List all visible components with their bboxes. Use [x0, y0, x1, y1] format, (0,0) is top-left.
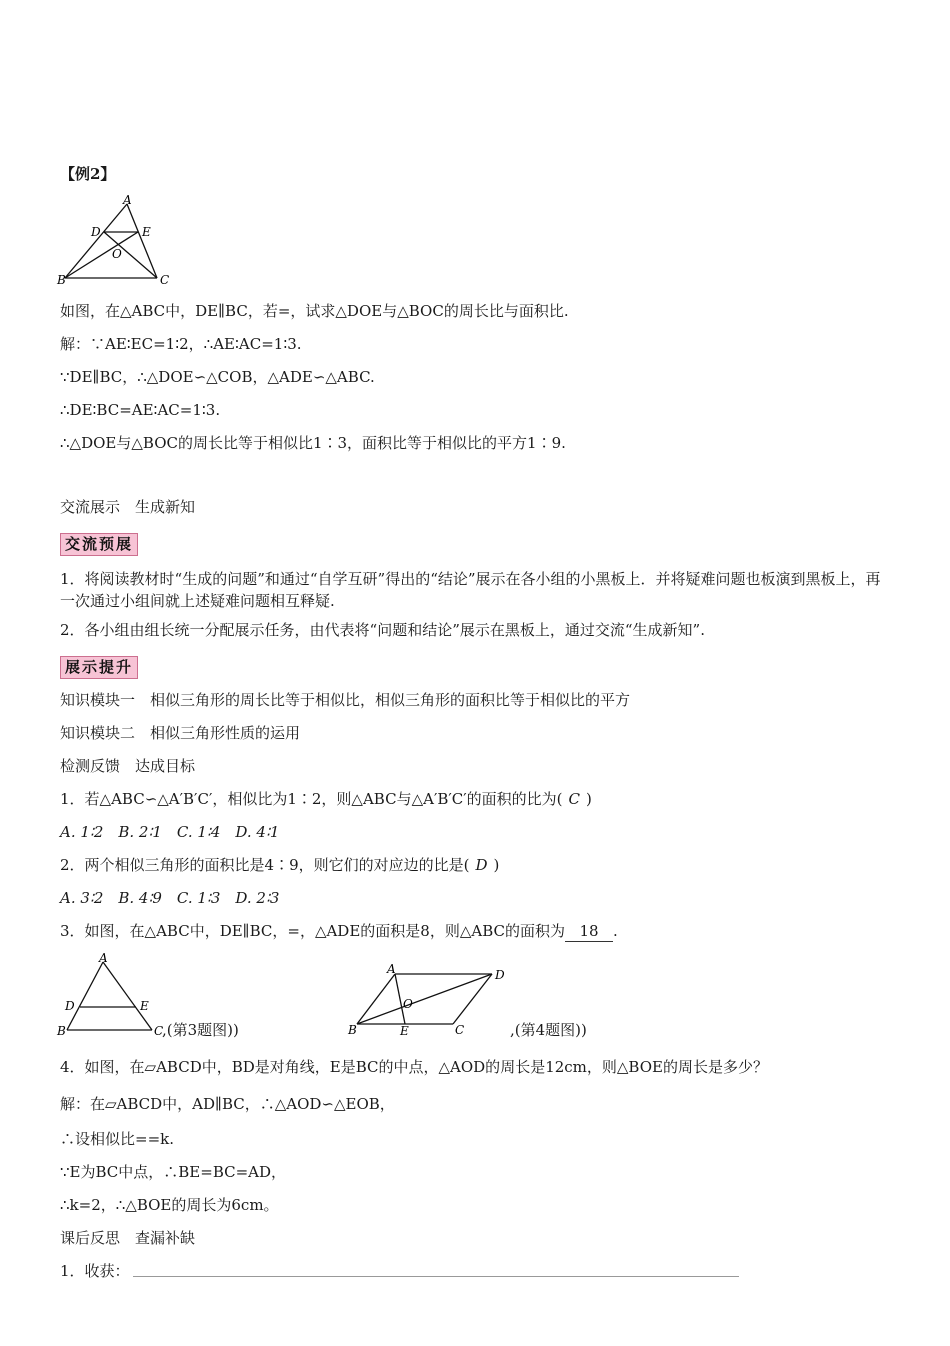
q4-solution-line-4: ∴k=2，∴△BOE的周长为6cm。 [60, 1196, 279, 1214]
harvest-answer-line[interactable] [133, 1276, 739, 1277]
q4-solution-line-2: ∴设相似比==k. [60, 1130, 174, 1148]
section-title-check: 检测反馈 达成目标 [60, 757, 196, 775]
label-E: E [142, 225, 151, 239]
q3-label-C: C [154, 1024, 164, 1037]
solution-line-4: ∴△DOE与△BOC的周长比等于相似比1∶3，面积比等于相似比的平方1∶9. [60, 434, 566, 452]
question-3: 3．如图，在△ABC中，DE∥BC，=，△ADE的面积是8，则△ABC的面积为 18 . [60, 922, 618, 940]
exchange-item-2: 2．各小组由组长统一分配展示任务，由代表将“问题和结论”展示在黑板上，通过交流“生成新知”. [60, 621, 705, 639]
question-4-figure-caption: ,(第4题图)) [510, 1021, 587, 1039]
question-1: 1．若△ABC∽△A′B′C′，相似比为1∶2，则△ABC与△A′B′C′的面积的比为( C ) [60, 790, 592, 808]
question-2: 2．两个相似三角形的面积比是4∶9，则它们的对应边的比是( D ) [60, 856, 500, 874]
q4-label-B: B [348, 1023, 357, 1037]
solution-line-3: ∴DE∶BC=AE∶AC=1∶3. [60, 401, 221, 419]
question-3-text: 3．如图，在△ABC中，DE∥BC，=，△ADE的面积是8，则△ABC的面积为 [60, 922, 565, 940]
example2-triangle-figure [55, 192, 185, 287]
q4-label-O: O [403, 997, 413, 1011]
label-C: C [160, 273, 170, 287]
solution-line-2: ∵DE∥BC，∴△DOE∽△COB，△ADE∽△ABC. [60, 368, 375, 386]
label-O: O [112, 247, 122, 261]
question-4: 4．如图，在▱ABCD中，BD是对角线，E是BC的中点，△AOD的周长是12cm，则△BOE的周长是多少？ [60, 1058, 768, 1076]
knowledge-module-2: 知识模块二 相似三角形性质的运用 [60, 724, 301, 742]
q4-label-C: C [455, 1023, 465, 1037]
question-4-figure [345, 962, 515, 1037]
question-1-options: A. 1∶2 B. 2∶1 C. 1∶4 D. 4∶1 [60, 823, 280, 841]
question-1-answer: C [568, 790, 581, 808]
example-question: 如图，在△ABC中，DE∥BC，若=，试求△DOE与△BOC的周长比与面积比. [60, 302, 569, 320]
exchange-item-1: 1．将阅读教材时“生成的问题”和通过“自学互研”得出的“结论”展示在各小组的小黑板上．并将疑难问题也板演到黑板上，再一次通过小组间就上述疑难问题相互释疑. [60, 570, 881, 610]
q4-label-D: D [495, 968, 505, 982]
question-1-text: 1．若△ABC∽△A′B′C′，相似比为1∶2，则△ABC与△A′B′C′的面积的比为( [60, 790, 563, 808]
badge-exchange-preview: 交流预展 [60, 533, 138, 556]
q3-label-A: A [99, 952, 108, 965]
q3-label-E: E [140, 999, 149, 1013]
question-2-options: A. 3∶2 B. 4∶9 C. 1∶3 D. 2∶3 [60, 889, 280, 907]
q3-label-B: B [57, 1024, 66, 1037]
question-2-answer: D [475, 856, 488, 874]
solution-line-1: 解：∵AE∶EC=1∶2，∴AE∶AC=1∶3. [60, 335, 302, 353]
harvest-label: 1．收获： [60, 1262, 130, 1280]
q4-solution-line-3: ∵E为BC中点，∴BE=BC=AD， [60, 1163, 287, 1181]
label-A: A [123, 193, 132, 207]
example-heading: 【例2】 [60, 165, 116, 183]
q4-solution-line-1: 解：在▱ABCD中，AD∥BC，∴△AOD∽△EOB， [60, 1095, 395, 1113]
q4-label-A: A [387, 962, 396, 976]
question-3-answer: 18 [565, 921, 613, 942]
q3-label-D: D [65, 999, 75, 1013]
knowledge-module-1: 知识模块一 相似三角形的周长比等于相似比，相似三角形的面积比等于相似比的平方 [60, 691, 631, 709]
section-title-exchange: 交流展示 生成新知 [60, 498, 196, 516]
question-3-figure [55, 952, 175, 1037]
badge-show-improve: 展示提升 [60, 656, 138, 679]
label-D: D [91, 225, 101, 239]
label-B: B [57, 273, 66, 287]
question-3-figure-caption: ,(第3题图)) [162, 1021, 239, 1039]
question-2-text: 2．两个相似三角形的面积比是4∶9，则它们的对应边的比是( [60, 856, 470, 874]
q4-label-E: E [400, 1024, 409, 1037]
section-title-reflect: 课后反思 查漏补缺 [60, 1229, 196, 1247]
